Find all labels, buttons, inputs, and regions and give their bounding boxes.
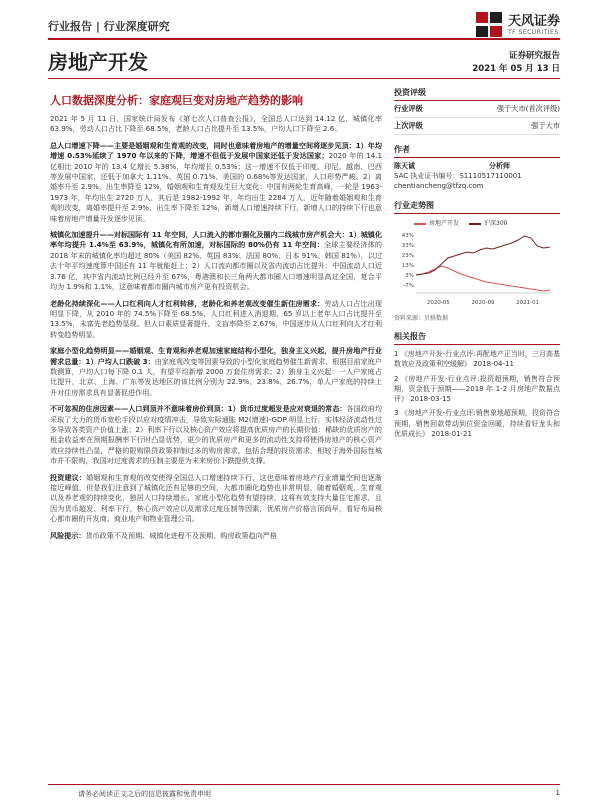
series-line-property	[416, 266, 550, 291]
y-tick-label: 43%	[401, 233, 414, 239]
related-reports	[394, 349, 560, 439]
sidebar	[394, 78, 560, 778]
series-line-csi300	[416, 236, 550, 275]
legend-item-property: 房地产开发	[414, 218, 459, 227]
legend-item-csi300: 沪深300	[469, 218, 507, 227]
intro-paragraph: 2021 年 5 月 11 日，国家统计局发布《第七次人口普查公报》，全国总人口达到 14.12 亿，城镇化率 63.9%，劳动人口占比下降至 68.5%，老龄人口占比提升至 13.5%，户均人口下降至 2.6。	[50, 114, 382, 134]
chart-heading: 行业走势图	[394, 197, 560, 214]
related-heading: 相关报告	[394, 328, 560, 345]
chart-source: 资料来源：贝格数据	[394, 315, 449, 322]
x-tick-label: 2021-01	[516, 300, 540, 306]
report-date: 2021 年 05 月 13 日	[472, 64, 560, 74]
top-bar	[48, 12, 560, 38]
main-content	[50, 92, 382, 778]
x-tick-label: 2020-09	[471, 300, 495, 306]
trend-chart	[394, 218, 560, 322]
industry-title: 房地产开发	[48, 50, 148, 74]
logo-en: TF SECURITIES	[507, 28, 559, 36]
report-type: 证券研究报告	[508, 51, 560, 61]
paragraph-household: 家庭小型化趋势明显——婚姻观、生育观和养老观加速家庭结构小型化，独身主义兴起，提升房地产行业需求总量：1）户均人口跌破 3：由家庭观改变等因素导致的小型化家庭趋势催生新需求，根据目前家庭户数测算，户均人口每下降 0.1 人，有望平均新增 2000 万套住房需求；2）独身主义兴起：一人户家庭占比提升，北京、上海、广东等发达地区的该比例分别为 22.9%、23.8%、26.7%，单人户家庭的持续上升对住房需求具有显著促进作用。	[50, 346, 382, 397]
y-tick-label: 23%	[401, 253, 414, 259]
report-category: 行业报告 | 行业深度研究	[48, 20, 170, 33]
paragraph-investment: 投资建议：婚姻观和生育观的改变使得全国总人口增速持续下行，这也意味着房地产行业增量空间也逐渐接近峰值，但是我们注意到了城镇化还有足够的空间，大都市圈化趋势也非常明显，随着婚姻观、生育观以及养老观的持续变化，独居人口持续增长，家庭小型化趋势有望持续，这将有效支持大量住宅需求，且因为货币超发、利率下行、核心资产效应以及需求过度压制等因素，优质房产价格言顶尚早，看好布局核心都市圈的开发商、商业地产和物业管理公司。	[50, 472, 382, 524]
related-report-item[interactable]: 1 《房地产开发-行业点评:再配地产正当时，三月高基数效应及政策利空缓解》 2018-04-11	[394, 350, 560, 369]
author-name: 陈天诚	[394, 162, 415, 170]
y-tick-label: 13%	[401, 263, 414, 269]
logo-cn: 天风证券	[507, 13, 560, 29]
paragraph-housing-factors: 不可忽视的住房因素——人口到顶并不意味着房价到顶：1）货币过度超发是应对衰退的常态：各国政府均采取了大力的货币宽松手段以应对疫情冲击，导致实际通胀 M2(增速)-GDP 明显上行，实体经济流动性过多导致各类资产价值上涨；2）利率下行以及核心资产效应将提高优质房产的长期价值：稀缺的优质房产的租金收益率在预期报酬率下行时凸显优势，更少的优质房产和更多的流动性支持将使得房地产的核心资产效应持续性凸显，严格的限购限贷政策抑制过多的购房需求，包括合理的投资需求，相较于海外国际性城市并不限购，我国对过度需求的压制主要是为未来房价下跌提供支撑。	[50, 404, 382, 466]
trend-chart-svg	[394, 229, 554, 307]
publication-meta	[472, 50, 560, 76]
x-tick-label: 2020-05	[426, 300, 450, 306]
author-sac: SAC 执业证书编号：S1110517110001	[394, 172, 522, 180]
rating-row: 行业评级 强于大市(首次评级)	[394, 101, 560, 118]
paragraph-risk: 风险提示：货币政策不及预期、城镇化进程不及预期、购房政策趋向严格	[50, 530, 277, 540]
logo-mark-icon	[476, 12, 504, 38]
paragraph-population: 总人口增速下降——主要是婚姻观和生育观的改变，同时也意味着房地产的增量空间将逐步见顶：1）年均增速 0.53%延续了 1970 年以来的下降，增速不但低于发展中国家还低于发达国家；2020 年的 14.1 亿相比 2010 年的 13.4 亿增长 5.38%，年均增长 0.53%；这一增速不仅低于印度、印尼、越南、巴西等发展中国家，还低于加拿大 1.11%、英国 0.71%、美国的 0.68%等发达国家，人口形势严峻。2）离婚率升至 2.9%、出生率降至 12%，婚姻观和生育观发生巨大变化：中国有两轮生育高峰，一轮是 1963-1973 年，年均出生 2720 万人，其后是 1982-1992 年，年均出生 2284 万人，近年随着婚姻观和生育观的改变，离婚率提升至 2.9%、出生率下降至 12%，新增人口增速持续下行，新增人口的持续下行也意味着房地产增量开发逐步见顶。	[50, 140, 382, 223]
y-tick-label: 33%	[401, 243, 414, 249]
chart-legend	[414, 218, 560, 227]
header-rule	[48, 38, 560, 40]
tf-securities-logo	[476, 12, 560, 38]
paragraph-aging: 老龄化持续深化——人口红利向人才红利转移，老龄化和养老观改变催生新住房需求：劳动人口占比出现明显下降，从 2010 年的 74.5%下降至 68.5%，人口红利进入消退期，65 岁以上老年人口占比提升至 13.5%，未富先老趋势显现。但人口素质显著提升，文盲率降至 2.67%，中国逐步从人口红利向人才红利转变趋势明显。	[50, 298, 382, 339]
related-report-item[interactable]: 3 《房地产开发-行业点评:销售象地超预期，投资符合预期，销售回款带动到位资金回暖，持续看好龙头和优质成长》 2018-01-21	[394, 409, 560, 439]
related-report-item[interactable]: 2 《房地产开发-行业点评:投资超预期，销售符合预期，资金低于预期——2018 年 1-2 月房地产数据点评》 2018-03-15	[394, 374, 560, 404]
rating-heading: 投资评级	[394, 84, 560, 101]
footer-disclaimer: 请务必阅读正文之后的信息披露和免责申明	[78, 790, 211, 798]
author-email[interactable]: chentiancheng@tfzq.com	[394, 182, 484, 190]
y-tick-label: -7%	[403, 283, 414, 289]
rating-row: 上次评级 强于大市	[394, 118, 560, 135]
author-role: 分析师	[489, 162, 510, 170]
footer	[48, 784, 560, 798]
page-number: 1	[555, 789, 560, 797]
y-tick-label: 3%	[405, 273, 414, 279]
report-title: 人口数据深度分析：家庭观巨变对房地产趋势的影响	[50, 94, 303, 107]
author-heading: 作者	[394, 141, 560, 158]
author-block	[394, 158, 560, 191]
paragraph-urbanization: 城镇化加速提升——对标国际有 11 年空间，人口流入的都市圈化及圈内二线城市房产机会大：1）城镇化率年均提升 1.4%至 63.9%，城镇化有所加速，对标国际的 80%仍有 11 年空间：全球主要经济体的 2018 年末的城镇化率均超过 80%（美国 82%、英国 83%、法国 80%、日本 91%、韩国 81%），以过去十年平均速度算中国还有 11 年就能赶上；2）人口流向都市圈以及省内流动占比提升：中国流动人口近 3.76 亿，其中省内流动比例已经升至 67%，粤港澳和长三角两大都市圈人口增速明显高过全国，复合平均为 1.9%和 1.1%，这意味着都市圈内城市房产更有投资机会。	[50, 230, 382, 292]
